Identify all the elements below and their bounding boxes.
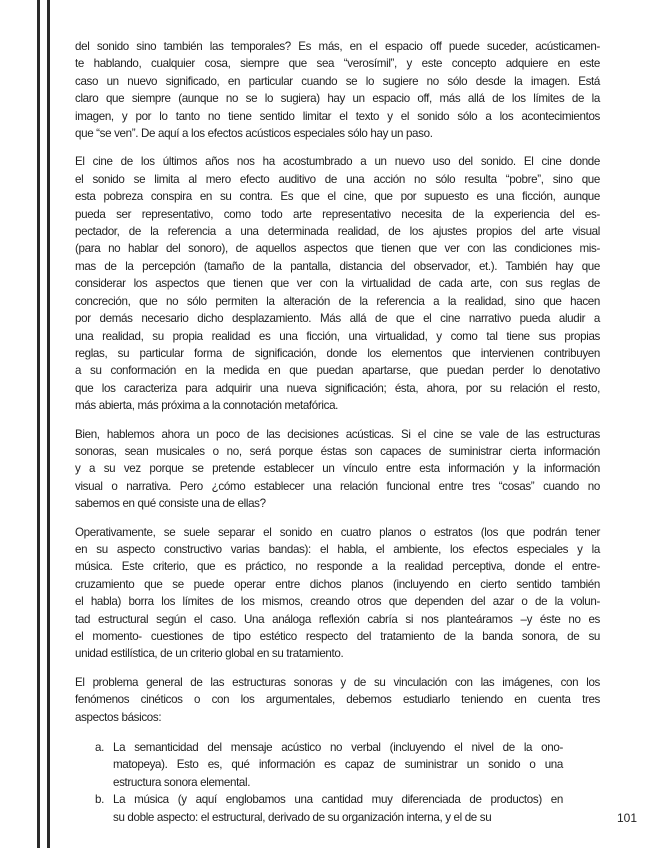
text-line: que “se ven”. De aquí a los efectos acústicos especiales sólo hay un paso.: [75, 127, 433, 141]
text-line: reglas, su particular forma de significación, donde los elementos que intervienen contribuyen: [75, 346, 600, 360]
text-line: pueda ser representativo, como todo arte representativo necesita de la experiencia del es-: [75, 207, 600, 221]
aspects-list: [95, 739, 563, 826]
text-line: considerar los aspectos que tienen que ver con la virtualidad de cada arte, con sus reglas de: [75, 277, 600, 291]
text-line: visual o narrativa. Pero ¿cómo establecer una relación funcional entre tres “cosas” cuando no: [75, 479, 600, 493]
paragraph-3: [75, 426, 600, 513]
margin-rule-inner: [47, 0, 50, 848]
paragraph-5: [75, 674, 600, 726]
text-line: estructura sonora elemental.: [113, 775, 251, 789]
list-item: [95, 791, 563, 826]
text-line: esta pobreza conspira en su contra. Es que el cine, que por supuesto es una ficción, aunque: [75, 190, 600, 204]
list-item: [95, 739, 563, 791]
text-line: su doble aspecto: el estructural, derivado de su organización interna, y el de su: [113, 810, 492, 824]
text-line: te hablando, cualquier cosa, siempre que sea “verosímil”, y este concepto adquiere en este: [75, 57, 600, 71]
text-line: El problema general de las estructuras sonoras y de su vinculación con las imágenes, con los: [75, 675, 600, 689]
text-line: sonoras, sean musicales o no, será porque éstas son capaces de suministrar cierta información: [75, 444, 600, 458]
text-line: música. Este criterio, que es práctico, no responde a la realidad perceptiva, donde el entre-: [75, 560, 600, 574]
paragraph-1: [75, 38, 600, 142]
text-line: Bien, hablemos ahora un poco de las decisiones acústicas. Si el cine se vale de las estructuras: [75, 427, 600, 441]
text-line: sabemos en qué consiste una de ellas?: [75, 497, 266, 511]
text-line: La música (y aquí englobamos una cantidad muy diferenciada de productos) en: [113, 793, 563, 807]
text-line: el momento- cuestiones de tipo estético respecto del tratamiento de la banda sonora, de su: [75, 630, 600, 643]
list-marker: b.: [95, 793, 104, 807]
text-line: por demás necesario dicho desplazamiento. Más allá de que el cine narrativo pueda aludir a: [75, 312, 600, 326]
text-line: tad estructural según el caso. Una análoga reflexión cabría si nos planteáramos –y éste no es: [75, 612, 600, 626]
text-line: matopeya). Esto es, qué información es capaz de suministrar un sonido o una: [113, 758, 563, 772]
text-line: una realidad, su propia realidad es una ficción, una virtualidad, y como tal tiene sus propias: [75, 329, 600, 343]
margin-rule-outer: [37, 0, 40, 848]
text-line: mas de la percepción (tamaño de la pantalla, distancia del observador, et.). También hay que: [75, 259, 600, 273]
text-line: el habla) borra los límites de los mismos, creando otros que dependen del azar o de la volun-: [75, 595, 600, 609]
text-line: (para no hablar del sonoro), de aquellos aspectos que tienen que ver con las condiciones mis-: [75, 242, 600, 256]
text-line: el sonido se limita al mero efecto auditivo de una acción no sólo resulta “pobre”, sino que: [75, 172, 600, 186]
text-line: y a su vez porque se pretende establecer un vínculo entre esta información y la información: [75, 462, 600, 476]
text-line: Operativamente, se suele separar el sonido en cuatro planos o estratos (los que podrán tener: [75, 525, 600, 539]
paragraph-4: [75, 524, 600, 663]
list-marker: a.: [95, 741, 104, 755]
text-line: que los caracteriza para adquirir una nueva significación; ésta, ahora, por su relación el resto,: [75, 381, 600, 395]
text-line: aspectos básicos:: [75, 710, 162, 724]
text-line: unidad estilística, de un criterio global en su tratamiento.: [75, 647, 344, 661]
text-line: El cine de los últimos años nos ha acostumbrado a un nuevo uso del sonido. El cine donde: [75, 155, 600, 169]
text-line: del sonido sino también las temporales? Es más, en el espacio off puede suceder, acústicamen-: [75, 40, 600, 53]
text-line: La semanticidad del mensaje acústico no verbal (incluyendo el nivel de la ono-: [113, 741, 563, 755]
text-column: [75, 38, 600, 826]
text-line: más abierta, más próxima a la connotación metafórica.: [75, 399, 339, 413]
text-line: pectador, de la referencia a una determinada realidad, de los ajustes propios del arte visual: [75, 225, 600, 239]
text-line: cruzamiento que se puede operar entre dichos planos (incluyendo en cierto sentido también: [75, 577, 600, 591]
text-line: a su conformación en la medida en que puedan apartarse, que puedan perder lo denotativo: [75, 364, 600, 378]
text-line: imagen, y por lo tanto no tiene sentido limitar el texto y el sonido sólo a los acontecimientos: [75, 109, 600, 123]
text-line: claro que siempre (aunque no se lo sugiera) hay un espacio off, más allá de los límites de la: [75, 92, 600, 106]
text-line: en su aspecto constructivo varias bandas): el habla, el ambiente, los efectos especiales y la: [75, 542, 600, 556]
page-number: 101: [617, 811, 638, 825]
text-line: fenómenos cinéticos o con los argumentales, debemos estudiarlo teniendo en cuenta tres: [75, 693, 600, 707]
text-line: concreción, que no sólo permiten la alteración de la referencia a la realidad, sino que hacen: [75, 294, 600, 308]
paragraph-2: [75, 153, 600, 414]
text-line: caso un nuevo significado, en particular cuando se lo sugiere no sólo desde la imagen. Está: [75, 74, 600, 88]
